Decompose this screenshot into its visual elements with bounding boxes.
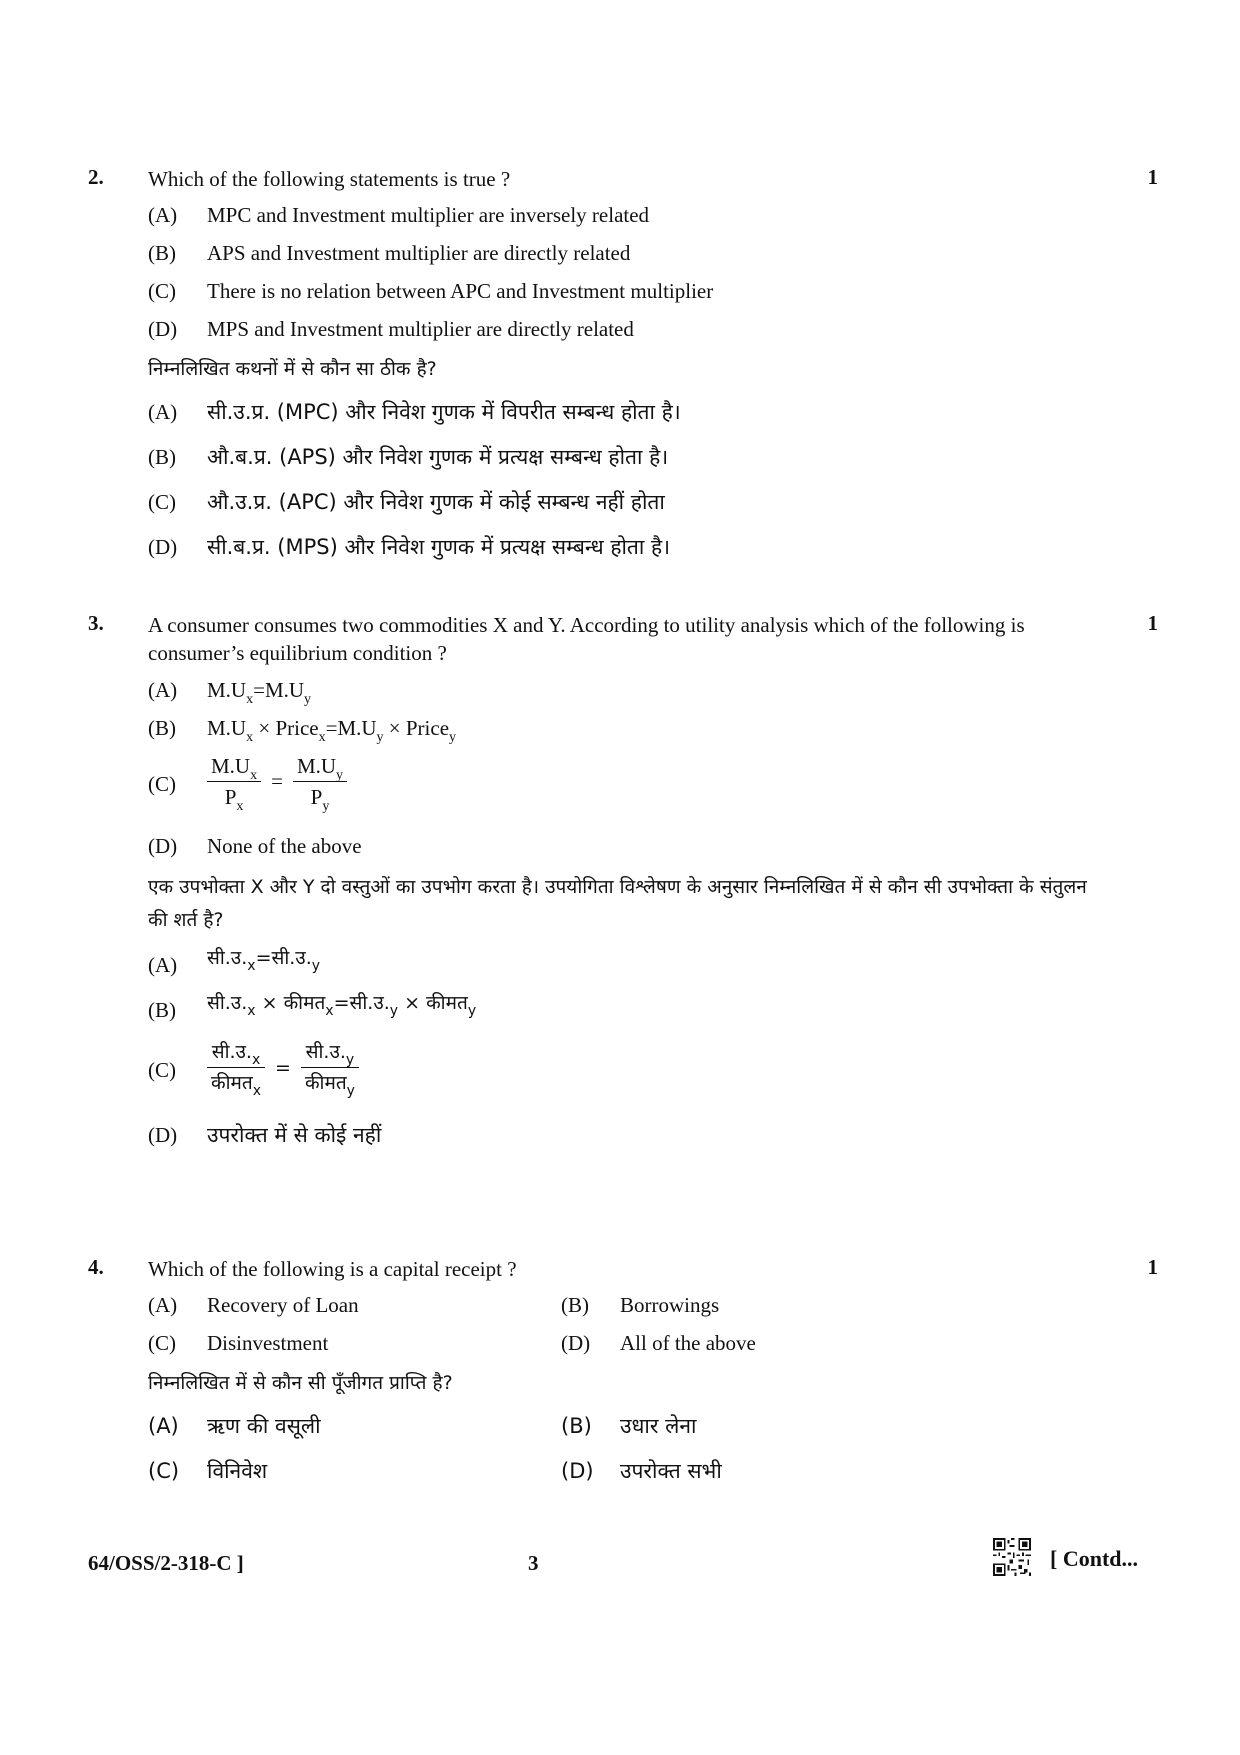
- option-a-en: (A) MPC and Investment multiplier are inversely related: [148, 203, 650, 227]
- option-b-hi: (B) $सी.उ._x$ × $कीमत_x=सी.उ._y$ × कीमत$_y$: [148, 988, 1168, 1033]
- option-a-text: Recovery of Loan: [207, 1293, 359, 1317]
- options-row-hi: [148, 1449, 1168, 1494]
- question-stem-en: Which of the following is a capital receipt ?: [148, 1257, 517, 1281]
- option-d-text: All of the above: [620, 1331, 756, 1355]
- question-3: [88, 611, 1168, 1158]
- option-b-label: (B): [561, 1293, 589, 1317]
- page-number: 3: [528, 1551, 539, 1575]
- option-c-en: (C) There is no relation between APC and Investment multiplier: [148, 279, 714, 303]
- question-stem-en: A consumer consumes two commodities X and Y. According to utility analysis which of the following is consumer’s equilibrium condition ?: [148, 613, 1025, 665]
- option-c-en: (C) $\frac{M.U_x}{P_x}$ = $\frac{M.U_y}{P_y}$: [148, 747, 1168, 821]
- question-stem-hi: एक उपभोक्ता X और Y दो वस्तुओं का उपभोग करता है। उपयोगिता विश्लेषण के अनुसार निम्नलिखित में से कौन सी उपभोक्ता के संतुलन की शर्त है?: [148, 876, 1087, 931]
- equation: $M.U_x=M.U_y$: [207, 678, 312, 707]
- question-4: [88, 1255, 1168, 1494]
- option-d-hi: (D) उपरोक्त में से कोई नहीं: [148, 1123, 382, 1147]
- options-row-en: [148, 1324, 1168, 1362]
- fraction: $\frac{सी.उ._y}{कीमत_y}$: [301, 1037, 359, 1098]
- question-2: [88, 165, 1168, 570]
- question-stem-hi: निम्नलिखित में से कौन सी पूँजीगत प्राप्ति है?: [148, 1372, 453, 1394]
- fraction: $\frac{M.U_x}{P_x}$: [207, 751, 261, 812]
- option-a-hi: (A) सी.उ.प्र. (MPC) और निवेश गुणक में विपरीत सम्बन्ध होता है।: [148, 400, 681, 424]
- option-b-label: (B): [561, 1414, 592, 1438]
- options-row-en: [148, 1286, 1168, 1324]
- option-d-hi: (D) सी.ब.प्र. (MPS) और निवेश गुणक में प्रत्यक्ष सम्बन्ध होता है।: [148, 535, 671, 559]
- option-d-text: उपरोक्त सभी: [620, 1459, 722, 1483]
- options-row-hi: [148, 1404, 1168, 1449]
- option-b-text: उधार लेना: [620, 1414, 697, 1438]
- option-b-text: Borrowings: [620, 1293, 720, 1317]
- option-c-hi: (C) औ.उ.प्र. (APC) और निवेश गुणक में कोई सम्बन्ध नहीं होता: [148, 490, 665, 514]
- option-d-label: (D): [561, 1459, 594, 1483]
- option-a-hi: (A) $सी.उ._x=सी.उ._y$: [148, 943, 1168, 988]
- option-d-en: (D) MPS and Investment multiplier are directly related: [148, 317, 634, 341]
- option-b-en: (B) $M.U_x$ × $Price_x=M.U_y$ × Price$_y$: [148, 709, 1168, 747]
- equation: $M.U_x$ × $Price_x=M.U_y$ × Price$_y$: [207, 716, 457, 745]
- question-stem-hi: निम्नलिखित कथनों में से कौन सा ठीक है?: [148, 358, 437, 380]
- fraction-equation: $\frac{M.U_x}{P_x}$ = $\frac{M.U_y}{P_y}$: [207, 751, 347, 812]
- qr-code-icon: [993, 1538, 1031, 1576]
- fraction: $\frac{सी.उ._x}{कीमत_x}$: [207, 1037, 265, 1098]
- option-c-text: विनिवेश: [207, 1459, 268, 1483]
- continued-label: [ Contd...: [1050, 1546, 1139, 1571]
- paper-code: 64/OSS/2-318-C ]: [88, 1551, 244, 1575]
- fraction-equation: $\frac{सी.उ._x}{कीमत_x}$ = $\frac{सी.उ._y}{कीमत_y}$: [207, 1037, 359, 1098]
- equation: $सी.उ._x=सी.उ._y$: [207, 947, 321, 974]
- question-number: 2.: [88, 165, 104, 189]
- option-d-label: (D): [561, 1331, 591, 1355]
- question-number: 4.: [88, 1255, 104, 1279]
- option-b-hi: (B) औ.ब.प्र. (APS) और निवेश गुणक में प्रत्यक्ष सम्बन्ध होता है।: [148, 445, 669, 469]
- option-d-en: (D) None of the above: [148, 834, 362, 858]
- marks: 1: [1147, 165, 1158, 189]
- question-number: 3.: [88, 611, 104, 635]
- option-c-hi: (C) $\frac{सी.उ._x}{कीमत_x}$ = $\frac{सी.उ._y}{कीमत_y}$: [148, 1033, 1168, 1107]
- marks: 1: [1147, 1255, 1158, 1279]
- option-a-en: (A) $M.U_x=M.U_y$: [148, 671, 1168, 709]
- option-a-label: (A): [148, 1414, 179, 1438]
- option-c-label: (C): [148, 1331, 176, 1355]
- option-a-label: (A): [148, 1293, 178, 1317]
- equation: $सी.उ._x$ × $कीमत_x=सी.उ._y$ × कीमत$_y$: [207, 992, 477, 1019]
- fraction: $\frac{M.U_y}{P_y}$: [293, 751, 347, 812]
- option-c-label: (C): [148, 1459, 180, 1483]
- option-b-en: (B) APS and Investment multiplier are directly related: [148, 241, 631, 265]
- option-a-text: ऋण की वसूली: [207, 1414, 321, 1438]
- marks: 1: [1147, 611, 1158, 635]
- question-stem-en: Which of the following statements is true ?: [148, 167, 511, 191]
- option-c-text: Disinvestment: [207, 1331, 329, 1355]
